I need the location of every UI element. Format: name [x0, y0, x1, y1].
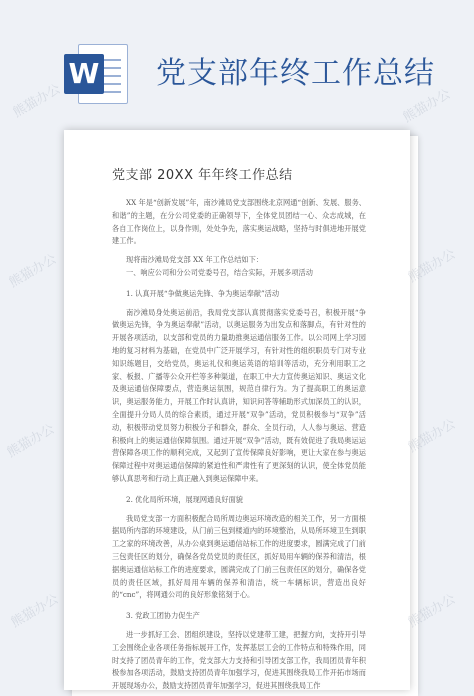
watermark: 熊猫办公: [4, 421, 58, 461]
word-icon-badge: W: [64, 54, 104, 94]
watermark: 熊猫办公: [6, 251, 60, 291]
subsection-heading-3: 3. 党政工团协力促生产: [126, 611, 200, 621]
watermark: 熊猫办公: [405, 246, 459, 286]
document-content: [112, 164, 366, 690]
watermark: 熊猫办公: [400, 86, 454, 126]
watermark: 熊猫办公: [405, 591, 459, 631]
document-heading: 党支部 20XX 年年终工作总结: [112, 168, 293, 183]
word-document-icon: [64, 44, 126, 102]
watermark: 熊猫办公: [8, 591, 62, 631]
paragraph-body-3: 进一步抓好工会、团组织建设，坚持以党建带工建，把握方向，支持开引导工会围绕企业各项任务指标展开工作，发挥基层工会的工作特点和特殊作用，同时支持了团员青年的工作，党支部大力支持和引导团支部工作，我局团员青年积极参加各项活动，鼓励支持团员青年加强学习，促进其围绕我局工作开拓市场而开展现场办公，鼓励支持团员青年加强学习，促进其围绕我局工作: [112, 629, 366, 690]
page-title: 党支部年终工作总结: [156, 56, 435, 91]
watermark: 熊猫办公: [10, 81, 64, 121]
paragraph-body-2: 我局党支部一方面积极配合局所周边奥运环境改造的相关工作，另一方面根据局所内部的环境建设，从门前三包到楼道内的环境整治，从局所环境卫生到职工之家的环境改善，从办公桌到奥运通信站标工作的进度要求，圆满完成了门前三包责任区的划分，确保各党员党员的责任区，抓好局用车辆的保养和清洁，根据奥运通信站标工作的进度要求，圆满完成了门前三包责任区的划分，确保各党员的责任区域，抓好局用车辆的保养和清洁，统一车辆标识，营造出良好的“cnc”，将网通公司的良好形象铭刻于心。: [112, 513, 366, 600]
header: [0, 0, 474, 128]
document-page: [64, 130, 410, 690]
paragraph-intro: XX 年是“创新发展”年，南沙滩局党支部围绕北京网通“创新、发展、服务、和谐”的主题，在分公司党委的正确领导下，全体党员团结一心、众志成城，在各自工作岗位上，以身作则，处处争先，落实奥运战略，坚持与时俱进地开展党建工作。: [112, 198, 366, 246]
paragraph-body-1: 南沙滩局身处奥运前沿，我局党支部认真贯彻落实党委号召，积极开展“争做奥运先锋，争为奥运奉献”活动，以奥运服务为出发点和落脚点，有针对性的开展各项活动，以支部和党员的力量助推奥运通信服务工作。以公司网上学习园地的复习材料为基础，在党员中广泛开展学习，有针对性的组织职员专门对专业知识练题目，交给党员，奥运礼仪和奥运英语的培训等活动，充分利用职工之家、板报、广播等公众开栏等多种渠道，在职工中大力宣传奥运知识、奥运文化及奥运通信保障要点，营造奥运氛围，规范自律行为。为了提高职工的奥运意识，奥运服务能力，开展工作时认真讲，知识问答等辅助形式加深员工的认识，全面提升分局人员的综合素质，通过开展“双争”活动，党员积极参与“双争”活动，积极带动党员努力积极分子和群众，群众、全员行动，人人参与奥运、营造积极向上的奥运通信保障氛围。通过开展“双争”活动，既有效促进了我局奥运运营保障各项工作的顺利完成，又起到了宣传保障良好影响，更让大家在参与奥运保障过程中对奥运通信保障的紧迫性和严肃性有了更深刻的认识，使全体党员能够认真思考和行动上真正融入到奥运保障中来。: [112, 307, 366, 483]
paragraph-summary-lead: 现将南沙滩局党支部 XX 年工作总结如下：: [126, 255, 263, 265]
subsection-heading-1: 1. 认真开展“争做奥运先锋、争为奥运奉献”活动: [126, 288, 280, 298]
subsection-heading-2: 2. 优化局所环境，展现网通良好面貌: [126, 494, 243, 504]
section-heading-1: 一、响应公司和分公司党委号召，结合实际，开展多项活动: [126, 267, 313, 277]
watermark: 熊猫办公: [405, 416, 459, 456]
